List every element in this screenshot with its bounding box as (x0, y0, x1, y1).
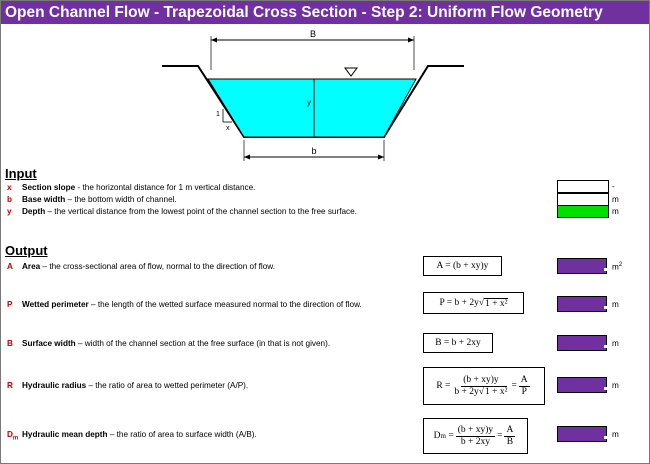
slope-input-cell[interactable] (557, 180, 609, 193)
symbol-y: y (7, 207, 12, 216)
surface-width-unit: m (612, 339, 619, 348)
surface-width-formula: B = b + 2xy (423, 333, 493, 353)
area-formula: A = (b + xy)y (423, 256, 502, 276)
symbol-Dm: $D_m$ (7, 430, 19, 442)
depth-unit: m (612, 207, 619, 216)
area-output-cell (557, 258, 607, 274)
symbol-x: x (7, 183, 12, 192)
label-b: b (311, 146, 317, 156)
hydraulic-radius-output-cell (557, 377, 607, 393)
page-title: Open Channel Flow - Trapezoidal Cross Section - Step 2: Uniform Flow Geometry (1, 1, 649, 24)
input-heading: Input (5, 166, 37, 181)
input-name-slope: Section slope (22, 183, 76, 192)
free-surface-icon (345, 68, 357, 76)
label-1: 1 (216, 111, 220, 118)
output-name-area: Area (22, 262, 41, 271)
wetted-perimeter-formula: P = b + 2y √ 1 + x² (423, 292, 524, 314)
output-name-wetted-perimeter: Wetted perimeter (22, 300, 89, 309)
hydraulic-radius-unit: m (612, 381, 619, 390)
depth-input-cell[interactable] (557, 205, 609, 218)
hydraulic-mean-depth-output-cell (557, 426, 607, 442)
wetted-perimeter-unit: m (612, 300, 619, 309)
hydraulic-mean-depth-formula: D m = $\frac{(b + xy)y}{b + 2xy}$ = $\frac{A}{B}$ (423, 418, 528, 454)
output-name-hydraulic-mean-depth: Hydraulic mean depth (22, 430, 108, 439)
symbol-B: B (7, 339, 13, 348)
area-unit: $m^2$ (612, 262, 623, 272)
output-name-surface-width: Surface width (22, 339, 76, 348)
input-name-depth: Depth (22, 207, 46, 216)
output-name-hydraulic-radius: Hydraulic radius (22, 381, 87, 390)
symbol-b: b (7, 195, 13, 204)
hydraulic-mean-depth-unit: m (612, 430, 619, 439)
trapezoid-diagram (0, 24, 650, 170)
label-y: y (307, 98, 311, 107)
symbol-A: A (7, 262, 13, 271)
label-x: x (226, 125, 230, 132)
input-name-base: Base width (22, 195, 66, 204)
symbol-P: P (7, 300, 13, 309)
base-width-unit: m (612, 195, 619, 204)
label-B: B (309, 29, 317, 39)
hydraulic-radius-formula: R = $\frac{(b + xy)y}{\text{b + 2y√1 + x²}}$ = $\frac{A}{P}$ (423, 367, 545, 405)
water-section (208, 79, 416, 137)
surface-width-output-cell (557, 335, 607, 351)
slope-unit: - (612, 182, 615, 191)
symbol-R: R (7, 381, 13, 390)
wetted-perimeter-output-cell (557, 296, 607, 312)
output-heading: Output (5, 243, 48, 258)
